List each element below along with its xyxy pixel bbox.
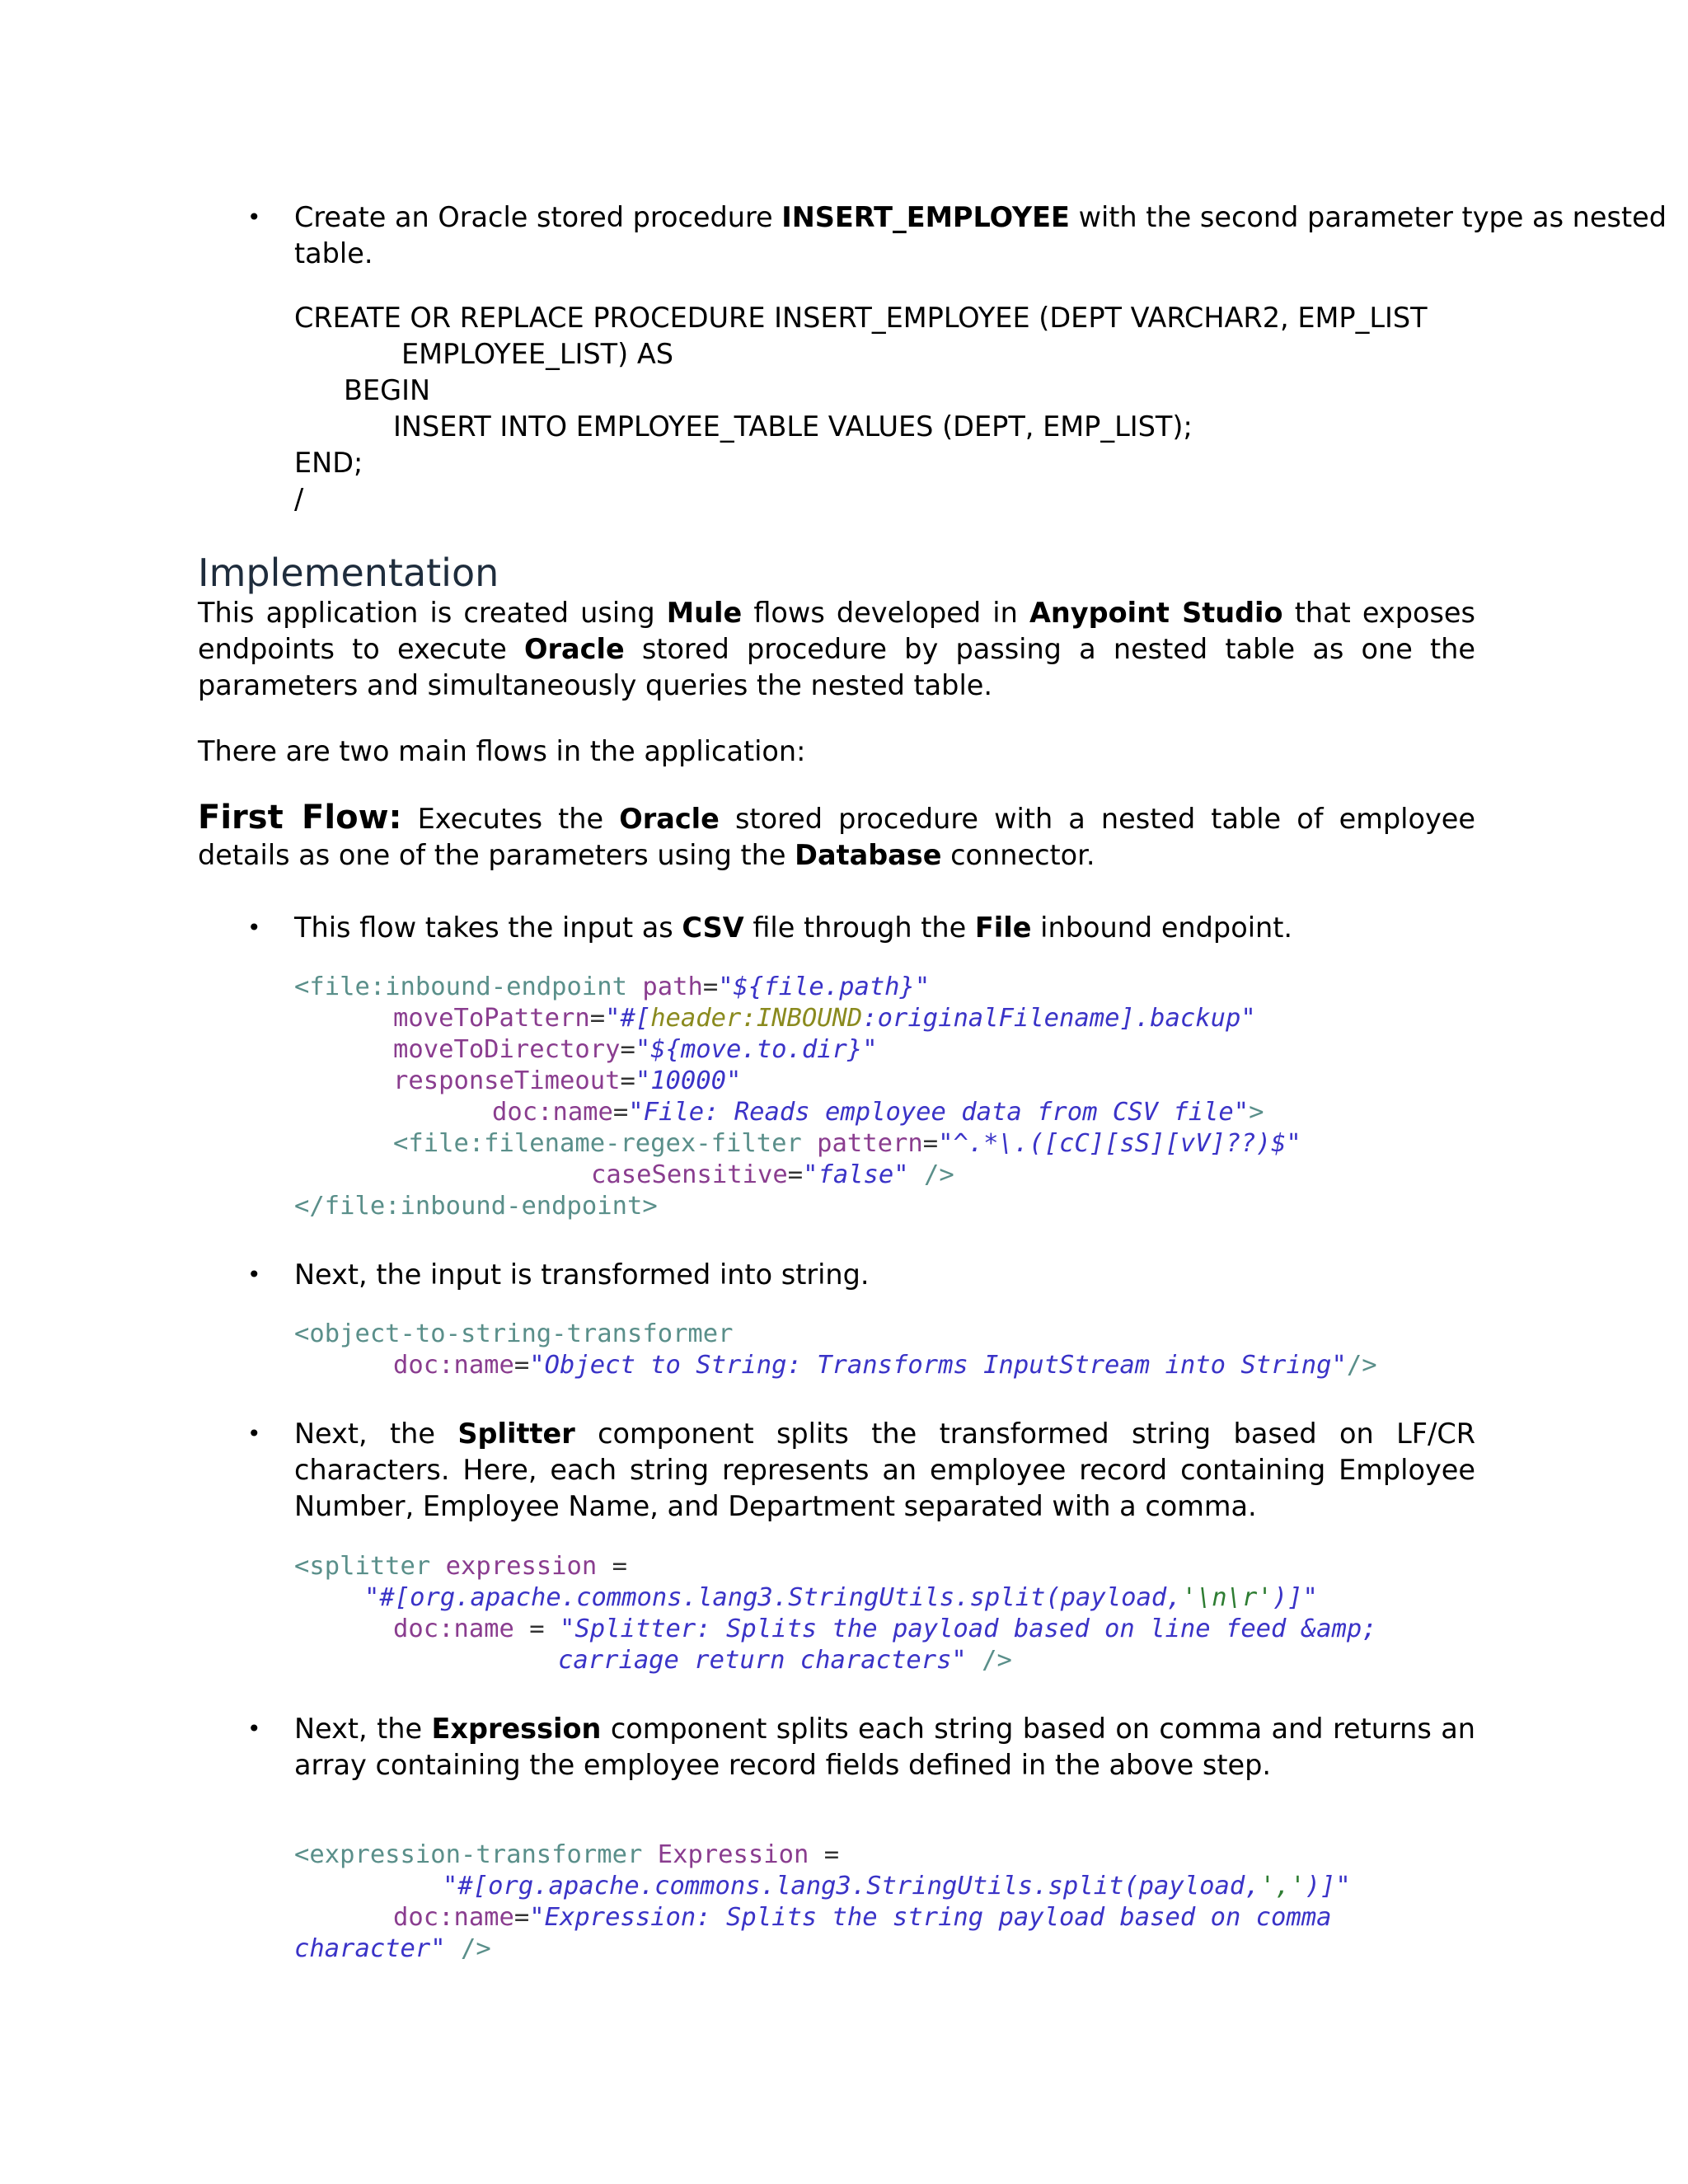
bullet: • [247,1420,261,1447]
code-line: doc:name="Object to String: Transforms InputStream into String"/> [393,1351,1377,1380]
bullet-5-text: Next, the Expression component splits each string based on comma and returns an array containing the employee record fields defined in the above step. [294,1713,1476,1781]
code-line: caseSensitive="false" /> [591,1160,954,1189]
code-line: doc:name="File: Reads employee data from CSV file"> [492,1098,1264,1127]
bullet: • [247,1261,261,1288]
code-line: doc:name = "Splitter: Splits the payload based on line feed &amp; [393,1615,1377,1643]
two-flows-text: There are two main flows in the application: [198,735,806,767]
sql-line-5: END; [294,447,363,479]
code-line: moveToPattern="#[header:INBOUND:originalFilename].backup" [393,1004,1256,1033]
bullet: • [247,1715,261,1742]
code-line: carriage return characters" /> [558,1646,1012,1675]
bullet-1-line-1: Create an Oracle stored procedure INSERT_EMPLOYEE with the second parameter type as nested [294,201,1667,233]
code-line: doc:name="Expression: Splits the string payload based on comma [393,1903,1332,1932]
implementation-paragraph: This application is created using Mule flows developed in Anypoint Studio that exposes endpoints to execute Oracle stored procedure by passing a nested table as one the parameters and simultaneously queries the nested table. [198,597,1475,701]
first-flow-paragraph: First Flow: Executes the Oracle stored procedure with a nested table of employee details as one of the parameters using the Database connector. [198,799,1475,871]
sql-line-6: / [294,483,304,515]
code-line: responseTimeout="10000" [393,1066,742,1095]
sql-line-3: BEGIN [344,374,431,406]
bullet-3-text: Next, the input is transformed into string. [294,1258,870,1291]
code-line: <splitter expression = [294,1552,628,1581]
code-line: <object-to-string-transformer [294,1319,734,1348]
bullet: • [247,914,261,941]
code-line: moveToDirectory="${move.to.dir}" [393,1035,878,1064]
bullet-1-line-2: table. [294,237,373,269]
code-line: </file:inbound-endpoint> [294,1192,658,1221]
code-line: "#[org.apache.commons.lang3.StringUtils.split(payload,',')]" [443,1872,1351,1900]
sql-line-2: EMPLOYEE_LIST) AS [401,338,673,370]
section-heading-implementation: Implementation [198,551,499,595]
sql-line-4: INSERT INTO EMPLOYEE_TABLE VALUES (DEPT, EMP_LIST); [393,410,1193,443]
code-line: <file:filename-regex-filter pattern="^.*\.([cC][sS][vV]??)$" [393,1129,1301,1158]
bullet-4-text: Next, the Splitter component splits the transformed string based on LF/CR characters. Here, each string represents an employee record containing Employee Number, Employee Name, and Department separated with a comma. [294,1418,1475,1522]
code-line: "#[org.apache.commons.lang3.StringUtils.split(payload,'\n\r')]" [364,1583,1318,1612]
code-line: <file:inbound-endpoint path="${file.path}" [294,972,931,1001]
sql-line-1: CREATE OR REPLACE PROCEDURE INSERT_EMPLOYEE (DEPT VARCHAR2, EMP_LIST [294,302,1428,334]
bullet: • [247,204,261,231]
bullet-2-text: This flow takes the input as CSV file through the File inbound endpoint. [294,912,1293,944]
code-line: <expression-transformer Expression = [294,1840,840,1869]
code-line: character" /> [294,1934,491,1963]
